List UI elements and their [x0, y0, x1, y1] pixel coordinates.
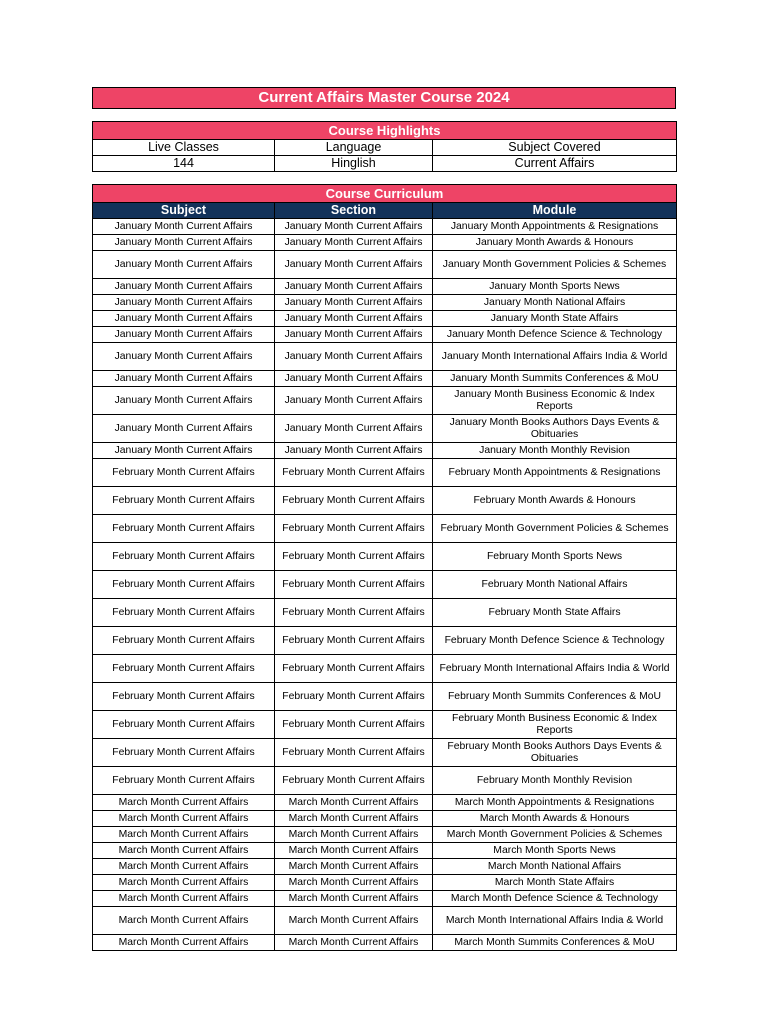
subject-cell: February Month Current Affairs [93, 711, 275, 739]
table-row [93, 875, 677, 891]
module-cell: March Month International Affairs India & World [433, 907, 677, 935]
section-cell: January Month Current Affairs [275, 343, 433, 371]
column-header-module: Module [433, 203, 677, 219]
subject-cell: January Month Current Affairs [93, 311, 275, 327]
module-cell: January Month State Affairs [433, 311, 677, 327]
module-cell: January Month Books Authors Days Events & Obituaries [433, 415, 677, 443]
subject-cell: February Month Current Affairs [93, 683, 275, 711]
highlights-value-language: Hinglish [275, 156, 433, 172]
section-cell: January Month Current Affairs [275, 371, 433, 387]
module-cell: March Month Awards & Honours [433, 811, 677, 827]
module-cell: March Month Defence Science & Technology [433, 891, 677, 907]
section-cell: February Month Current Affairs [275, 459, 433, 487]
subject-cell: March Month Current Affairs [93, 891, 275, 907]
section-cell: January Month Current Affairs [275, 279, 433, 295]
section-cell: February Month Current Affairs [275, 571, 433, 599]
module-cell: March Month Appointments & Resignations [433, 795, 677, 811]
highlights-value-live-classes: 144 [93, 156, 275, 172]
column-header-section: Section [275, 203, 433, 219]
table-row [93, 655, 677, 683]
module-cell: February Month Summits Conferences & MoU [433, 683, 677, 711]
highlights-header-language: Language [275, 140, 433, 156]
section-cell: March Month Current Affairs [275, 827, 433, 843]
subject-cell: January Month Current Affairs [93, 415, 275, 443]
module-cell: January Month Appointments & Resignations [433, 219, 677, 235]
module-cell: February Month National Affairs [433, 571, 677, 599]
section-cell: March Month Current Affairs [275, 907, 433, 935]
section-cell: February Month Current Affairs [275, 767, 433, 795]
module-cell: March Month Government Policies & Schemes [433, 827, 677, 843]
subject-cell: January Month Current Affairs [93, 219, 275, 235]
subject-cell: February Month Current Affairs [93, 459, 275, 487]
module-cell: January Month Government Policies & Schemes [433, 251, 677, 279]
table-row [93, 891, 677, 907]
table-row [93, 935, 677, 951]
highlights-header-row [93, 140, 677, 156]
table-row [93, 371, 677, 387]
subject-cell: March Month Current Affairs [93, 795, 275, 811]
module-cell: February Month Books Authors Days Events & Obituaries [433, 739, 677, 767]
section-cell: January Month Current Affairs [275, 235, 433, 251]
module-cell: January Month Defence Science & Technology [433, 327, 677, 343]
module-cell: January Month Business Economic & Index Reports [433, 387, 677, 415]
section-cell: March Month Current Affairs [275, 811, 433, 827]
section-cell: January Month Current Affairs [275, 387, 433, 415]
curriculum-heading: Course Curriculum [93, 185, 677, 203]
section-cell: February Month Current Affairs [275, 739, 433, 767]
section-cell: January Month Current Affairs [275, 311, 433, 327]
subject-cell: January Month Current Affairs [93, 371, 275, 387]
table-row [93, 487, 677, 515]
table-row [93, 599, 677, 627]
section-cell: February Month Current Affairs [275, 487, 433, 515]
curriculum-rows [93, 219, 677, 951]
highlights-value-subject: Current Affairs [433, 156, 677, 172]
section-cell: February Month Current Affairs [275, 627, 433, 655]
section-cell: March Month Current Affairs [275, 891, 433, 907]
section-cell: March Month Current Affairs [275, 843, 433, 859]
module-cell: January Month Sports News [433, 279, 677, 295]
subject-cell: January Month Current Affairs [93, 235, 275, 251]
table-row [93, 627, 677, 655]
highlights-header-live-classes: Live Classes [93, 140, 275, 156]
table-row [93, 907, 677, 935]
subject-cell: January Month Current Affairs [93, 295, 275, 311]
module-cell: January Month Awards & Honours [433, 235, 677, 251]
table-row [93, 415, 677, 443]
subject-cell: March Month Current Affairs [93, 935, 275, 951]
section-cell: February Month Current Affairs [275, 543, 433, 571]
section-cell: February Month Current Affairs [275, 711, 433, 739]
module-cell: February Month Government Policies & Schemes [433, 515, 677, 543]
module-cell: March Month National Affairs [433, 859, 677, 875]
table-row [93, 795, 677, 811]
subject-cell: February Month Current Affairs [93, 487, 275, 515]
table-row [93, 251, 677, 279]
table-row [93, 343, 677, 371]
module-cell: February Month Awards & Honours [433, 487, 677, 515]
table-row [93, 843, 677, 859]
section-cell: February Month Current Affairs [275, 515, 433, 543]
subject-cell: February Month Current Affairs [93, 571, 275, 599]
highlights-value-row [93, 156, 677, 172]
section-cell: January Month Current Affairs [275, 443, 433, 459]
table-row [93, 459, 677, 487]
table-row [93, 327, 677, 343]
subject-cell: February Month Current Affairs [93, 739, 275, 767]
section-cell: March Month Current Affairs [275, 875, 433, 891]
course-document [92, 87, 676, 951]
curriculum-table [92, 184, 677, 951]
subject-cell: February Month Current Affairs [93, 767, 275, 795]
section-cell: January Month Current Affairs [275, 295, 433, 311]
table-row [93, 311, 677, 327]
module-cell: January Month Monthly Revision [433, 443, 677, 459]
curriculum-column-headers [93, 203, 677, 219]
module-cell: March Month State Affairs [433, 875, 677, 891]
section-cell: February Month Current Affairs [275, 599, 433, 627]
table-row [93, 387, 677, 415]
section-cell: February Month Current Affairs [275, 655, 433, 683]
table-row [93, 543, 677, 571]
subject-cell: February Month Current Affairs [93, 627, 275, 655]
module-cell: February Month Business Economic & Index Reports [433, 711, 677, 739]
subject-cell: February Month Current Affairs [93, 655, 275, 683]
table-row [93, 279, 677, 295]
table-row [93, 827, 677, 843]
subject-cell: January Month Current Affairs [93, 251, 275, 279]
subject-cell: March Month Current Affairs [93, 811, 275, 827]
module-cell: February Month International Affairs India & World [433, 655, 677, 683]
subject-cell: January Month Current Affairs [93, 387, 275, 415]
section-cell: March Month Current Affairs [275, 795, 433, 811]
module-cell: February Month State Affairs [433, 599, 677, 627]
section-cell: January Month Current Affairs [275, 327, 433, 343]
module-cell: February Month Defence Science & Technology [433, 627, 677, 655]
section-cell: January Month Current Affairs [275, 415, 433, 443]
subject-cell: March Month Current Affairs [93, 827, 275, 843]
subject-cell: February Month Current Affairs [93, 599, 275, 627]
table-row [93, 219, 677, 235]
module-cell: February Month Sports News [433, 543, 677, 571]
subject-cell: February Month Current Affairs [93, 515, 275, 543]
table-row [93, 859, 677, 875]
highlights-heading: Course Highlights [93, 122, 677, 140]
table-row [93, 295, 677, 311]
table-row [93, 739, 677, 767]
table-row [93, 515, 677, 543]
table-row [93, 571, 677, 599]
section-cell: March Month Current Affairs [275, 935, 433, 951]
subject-cell: January Month Current Affairs [93, 343, 275, 371]
subject-cell: March Month Current Affairs [93, 875, 275, 891]
module-cell: February Month Monthly Revision [433, 767, 677, 795]
subject-cell: January Month Current Affairs [93, 443, 275, 459]
table-row [93, 683, 677, 711]
section-cell: March Month Current Affairs [275, 859, 433, 875]
table-row [93, 235, 677, 251]
highlights-table [92, 121, 677, 172]
module-cell: March Month Summits Conferences & MoU [433, 935, 677, 951]
module-cell: January Month National Affairs [433, 295, 677, 311]
highlights-header-subject: Subject Covered [433, 140, 677, 156]
module-cell: January Month International Affairs India & World [433, 343, 677, 371]
table-row [93, 767, 677, 795]
module-cell: January Month Summits Conferences & MoU [433, 371, 677, 387]
section-cell: January Month Current Affairs [275, 219, 433, 235]
table-row [93, 811, 677, 827]
table-row [93, 711, 677, 739]
section-cell: February Month Current Affairs [275, 683, 433, 711]
subject-cell: January Month Current Affairs [93, 327, 275, 343]
module-cell: February Month Appointments & Resignations [433, 459, 677, 487]
subject-cell: February Month Current Affairs [93, 543, 275, 571]
section-cell: January Month Current Affairs [275, 251, 433, 279]
subject-cell: March Month Current Affairs [93, 843, 275, 859]
subject-cell: January Month Current Affairs [93, 279, 275, 295]
table-row [93, 443, 677, 459]
subject-cell: March Month Current Affairs [93, 859, 275, 875]
subject-cell: March Month Current Affairs [93, 907, 275, 935]
page-title: Current Affairs Master Course 2024 [92, 87, 676, 109]
column-header-subject: Subject [93, 203, 275, 219]
module-cell: March Month Sports News [433, 843, 677, 859]
